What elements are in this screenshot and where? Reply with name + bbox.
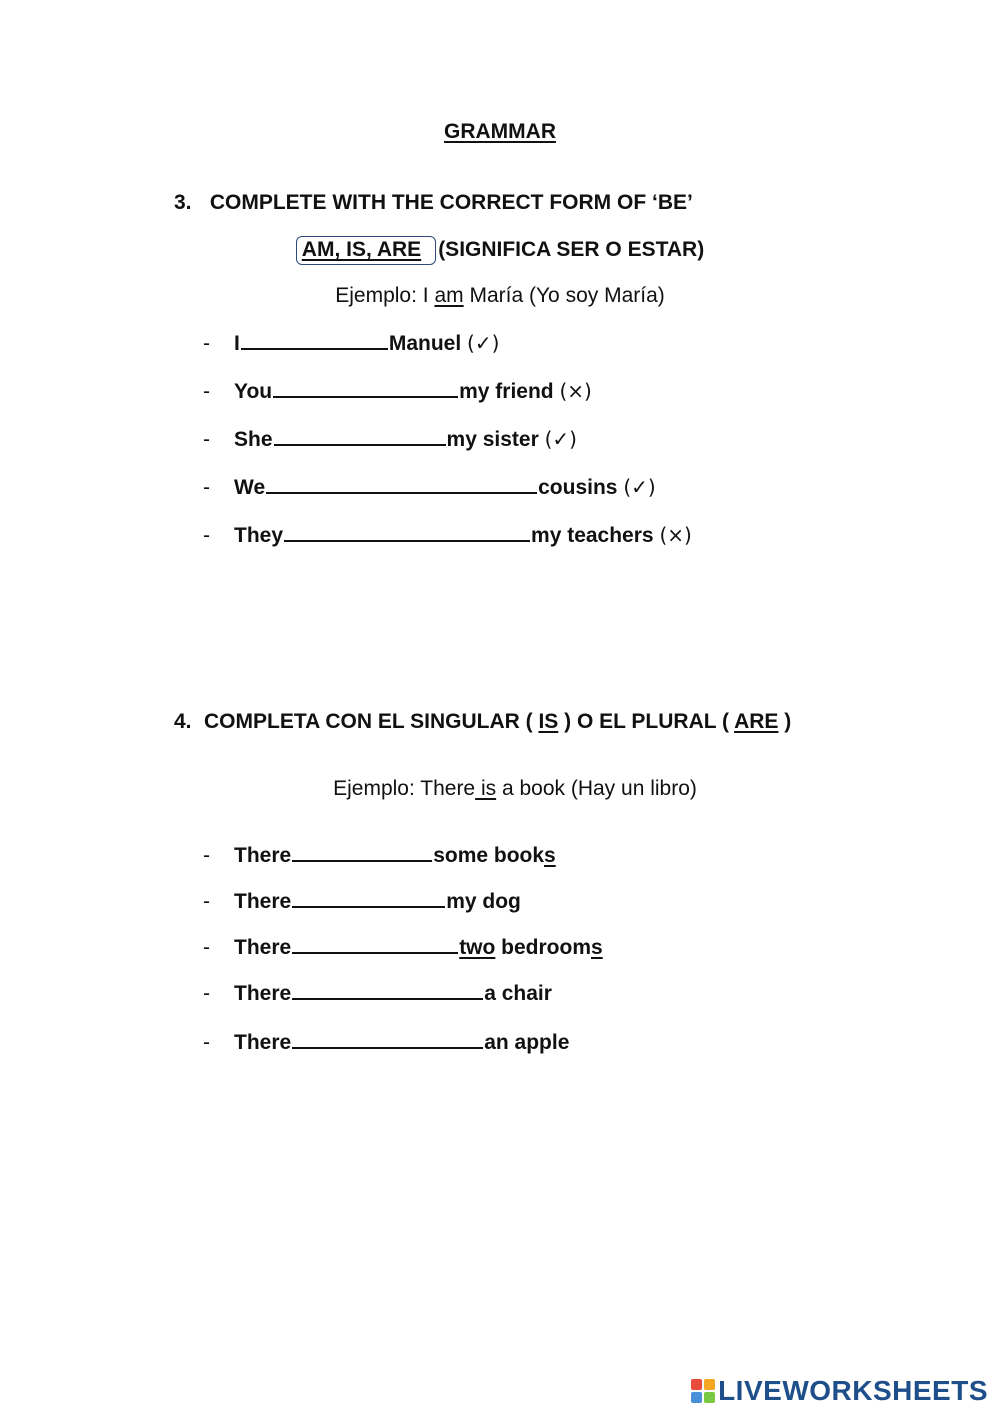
exercise-3-item-4	[203, 475, 656, 500]
heading-part: ) O EL PLURAL (	[558, 710, 735, 733]
item-complement: bedroom	[495, 936, 592, 959]
check-icon: (✓)	[467, 331, 500, 355]
liveworksheets-logo[interactable]	[691, 1374, 988, 1408]
item-complement: Manuel	[388, 332, 462, 355]
item-subject: There	[234, 982, 292, 1005]
be-meaning: (SIGNIFICA SER O ESTAR)	[438, 238, 705, 261]
item-complement: cousins	[538, 476, 618, 499]
plural-s: s	[544, 844, 556, 867]
page-title: GRAMMAR	[444, 120, 556, 143]
item-dash: -	[203, 332, 210, 355]
answer-blank[interactable]	[274, 427, 446, 446]
cross-icon: (×)	[659, 523, 692, 547]
exercise-4-item-4	[203, 981, 552, 1006]
item-subject: I	[234, 332, 240, 355]
example-prefix: Ejemplo: There	[333, 777, 476, 800]
item-complement: a chair	[484, 982, 552, 1005]
example-highlight: is	[475, 777, 497, 800]
exercise-4-item-3	[203, 935, 603, 960]
exercise-4-item-5	[203, 1030, 569, 1055]
exercise-3-item-3	[203, 427, 577, 452]
liveworksheets-logo-icon	[691, 1379, 715, 1403]
item-subject: They	[234, 524, 284, 547]
section-3-number: 3.	[174, 191, 192, 214]
item-dash: -	[203, 524, 210, 547]
plural-s: s	[591, 936, 603, 959]
item-dash: -	[203, 936, 210, 959]
section-3-heading-text: COMPLETE WITH THE CORRECT FORM OF ‘BE’	[209, 191, 693, 214]
heading-is: IS	[538, 710, 559, 733]
cross-icon: (×)	[559, 379, 592, 403]
section-4-number: 4.	[174, 710, 192, 733]
heading-are: ARE	[734, 710, 779, 733]
section-3-heading	[174, 191, 693, 215]
example-suffix: a book (Hay un libro)	[496, 777, 697, 800]
logo-text: LIVEWORKSHEETS	[718, 1375, 988, 1406]
answer-blank[interactable]	[284, 523, 530, 542]
answer-blank[interactable]	[292, 843, 432, 862]
item-dash: -	[203, 476, 210, 499]
item-complement: some book	[433, 844, 545, 867]
item-complement: my teachers	[531, 524, 654, 547]
answer-blank[interactable]	[273, 379, 458, 398]
number-word: two	[459, 936, 496, 959]
exercise-4-item-2	[203, 889, 521, 914]
answer-blank[interactable]	[292, 889, 445, 908]
exercise-4-item-1	[203, 843, 556, 868]
item-dash: -	[203, 982, 210, 1005]
item-subject: There	[234, 844, 292, 867]
item-complement: my sister	[446, 428, 539, 451]
heading-part: )	[778, 710, 792, 733]
item-dash: -	[203, 428, 210, 451]
heading-part: COMPLETA CON EL SINGULAR (	[204, 710, 539, 733]
check-icon: (✓)	[544, 427, 577, 451]
item-subject: You	[234, 380, 273, 403]
exercise-3-item-5	[203, 523, 692, 548]
item-complement: an apple	[484, 1031, 570, 1054]
section-3-example	[0, 284, 1000, 308]
item-subject: There	[234, 936, 292, 959]
be-forms-box: AM, IS, ARE	[296, 236, 436, 265]
answer-blank[interactable]	[266, 475, 537, 494]
item-dash: -	[203, 1031, 210, 1054]
answer-blank[interactable]	[292, 935, 458, 954]
example-highlight: am	[434, 284, 464, 307]
check-icon: (✓)	[623, 475, 656, 499]
example-prefix: Ejemplo: I	[335, 284, 435, 307]
item-subject: She	[234, 428, 273, 451]
answer-blank[interactable]	[292, 981, 483, 1000]
exercise-3-item-2	[203, 379, 592, 404]
item-subject: There	[234, 890, 292, 913]
answer-blank[interactable]	[241, 331, 388, 350]
item-subject: We	[234, 476, 266, 499]
be-forms-line	[0, 236, 1000, 265]
item-dash: -	[203, 380, 210, 403]
item-complement: my dog	[446, 890, 521, 913]
item-dash: -	[203, 890, 210, 913]
example-suffix: María (Yo soy María)	[463, 284, 665, 307]
section-4-example	[0, 777, 1000, 801]
answer-blank[interactable]	[292, 1030, 483, 1049]
exercise-3-item-1	[203, 331, 499, 356]
item-subject: There	[234, 1031, 292, 1054]
item-dash: -	[203, 844, 210, 867]
section-4-heading	[174, 710, 791, 734]
item-complement: my friend	[459, 380, 554, 403]
